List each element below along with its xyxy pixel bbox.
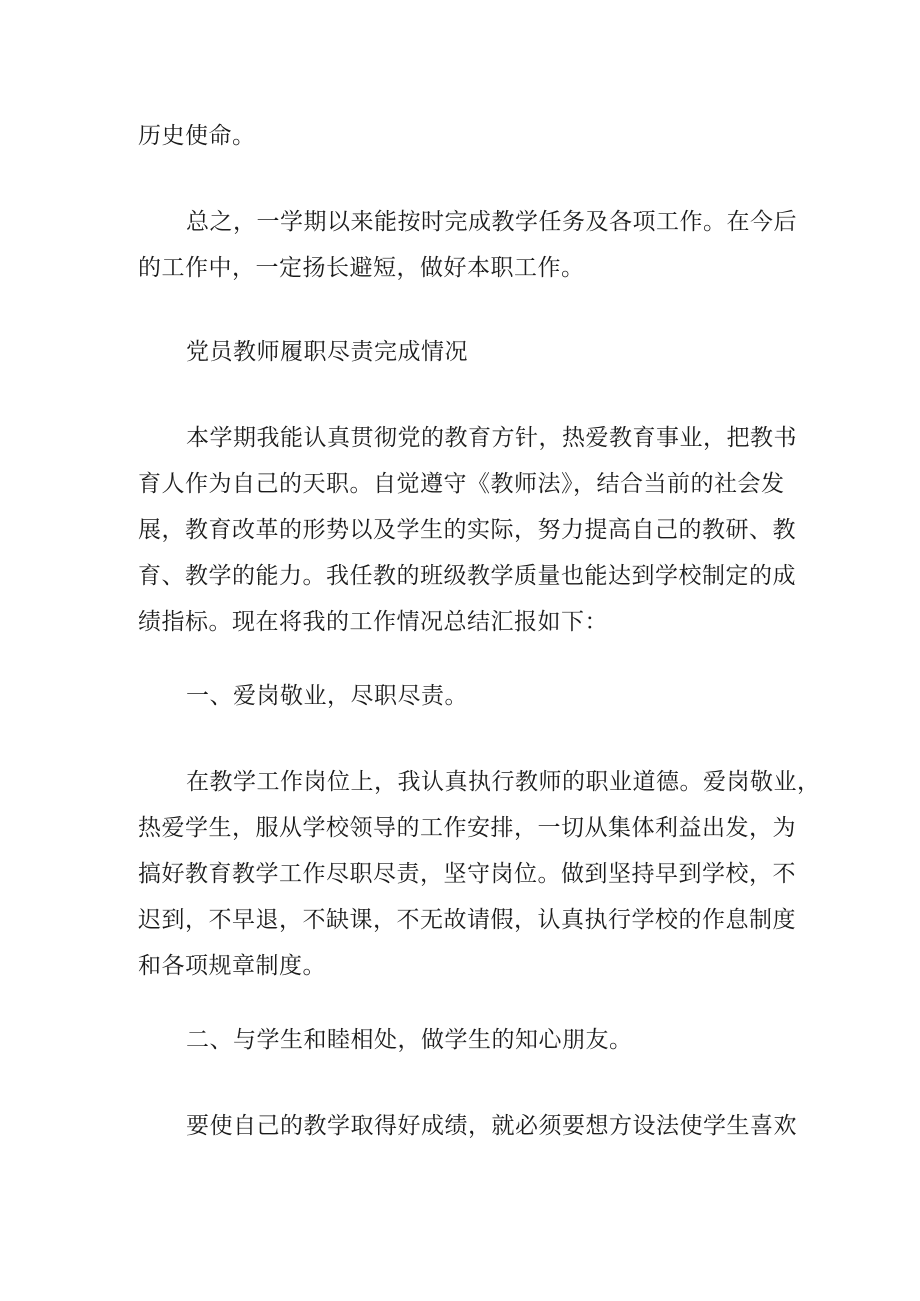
text-line: 在教学工作岗位上，我认真执行教师的职业道德。爱岗敬业，	[186, 769, 821, 795]
text-line: 热爱学生，服从学校领导的工作安排，一切从集体利益出发，为	[138, 815, 796, 841]
paragraph-students	[138, 1103, 797, 1149]
text-line: 党员教师履职尽责完成情况	[186, 339, 468, 365]
text-line: 和各项规章制度。	[138, 953, 326, 979]
text-line: 展，教育改革的形势以及学生的实际，努力提高自己的教研、教	[138, 517, 796, 543]
text-line: 要使自己的教学取得好成绩，就必须要想方设法使学生喜欢	[186, 1113, 797, 1139]
text-line: 本学期我能认真贯彻党的教育方针，热爱教育事业，把教书	[186, 425, 797, 451]
heading-one	[138, 673, 788, 719]
paragraph-intro	[138, 415, 797, 645]
text-line: 绩指标。现在将我的工作情况总结汇报如下：	[138, 609, 608, 635]
text-line: 二、与学生和睦相处，做学生的知心朋友。	[186, 1027, 633, 1053]
paragraph-summary	[138, 199, 797, 291]
paragraph-dedication	[138, 759, 821, 989]
text-line: 历史使命。	[138, 123, 256, 149]
text-line: 育人作为自己的天职。自觉遵守《教师法》，结合当前的社会发	[138, 471, 785, 497]
text-line: 的工作中，一定扬长避短，做好本职工作。	[138, 255, 585, 281]
text-line: 总之，一学期以来能按时完成教学任务及各项工作。在今后	[186, 209, 797, 235]
text-line: 一、爱岗敬业，尽职尽责。	[186, 683, 468, 709]
text-line: 搞好教育教学工作尽职尽责，坚守岗位。做到坚持早到学校，不	[138, 861, 796, 887]
heading-two	[138, 1017, 788, 1063]
text-line: 迟到，不早退，不缺课，不无故请假，认真执行学校的作息制度	[138, 907, 796, 933]
paragraph-continuation	[138, 113, 788, 159]
section-title	[138, 329, 788, 375]
text-line: 育、教学的能力。我任教的班级教学质量也能达到学校制定的成	[138, 563, 796, 589]
